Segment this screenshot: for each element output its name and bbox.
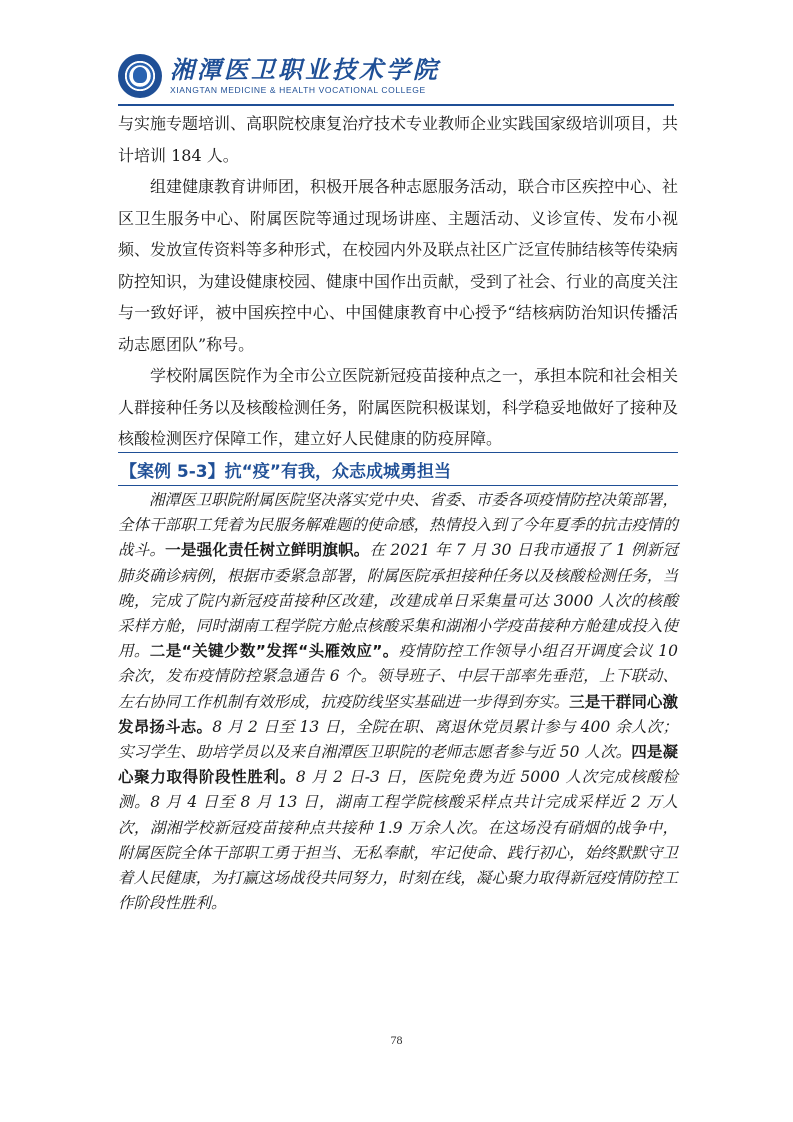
case-key-point-1: 一是强化责任树立鲜明旗帜。 xyxy=(165,541,370,560)
case-key-point-3: 三是干群同心激发昂扬斗志。 xyxy=(118,692,678,736)
college-logo-text xyxy=(170,56,440,96)
case-study-box xyxy=(118,452,679,913)
page-number: 78 xyxy=(390,1033,403,1047)
paragraph-1: 与实施专题培训、高职院校康复治疗技术专业教师企业实践国家级培训项目，共计培训 184 人。 xyxy=(118,114,679,165)
case-text-segment: 疫情防控工作领导小组召开调度会议 10 余次，发布疫情防控紧急通告 6 个。领导班子、中层干部率先垂范，上下联动、左右协同工作机制有效形成，抗疫防线坚实基础进一步得到夯实。 xyxy=(118,642,679,711)
college-name-en: XIANGTAN MEDICINE & HEALTH VOCATIONAL COLLEGE xyxy=(170,85,426,95)
case-title: 【案例 5-3】抗“疫”有我，众志成城勇担当 xyxy=(120,461,451,482)
case-text-segment: 8 月 2 日-3 日，医院免费为近 5000 人次完成核酸检测。8 月 4 日至 8 月 13 日，湖南工程学院核酸采样点共计完成采样近 2 万人次，湖湘学校新冠疫苗接种点共接种 1.9 万余人次。在这场没有硝烟的战争中，附属医院全体干部职工勇于担当、无私奉献，牢记使命、践行初心，始终默默守卫着人民健康，为打赢这场战役共同努力，时刻在线，凝心聚力取得新冠疫情防控工作阶段性胜利。 xyxy=(118,768,678,913)
header-divider xyxy=(118,104,674,106)
college-name-cn: 湘潭医卫职业技术学院 xyxy=(170,55,440,84)
college-seal-logo-icon xyxy=(118,54,162,98)
case-text-segment: 8 月 2 日至 13 日，全院在职、离退休党员累计参与 400 余人次；实习学生、助培学员以及来自湘潭医卫职院的老师志愿者参与近 50 人次。 xyxy=(118,717,678,762)
body-text xyxy=(118,108,678,455)
case-text-segment: 湘潭医卫职院附属医院坚决落实党中央、省委、市委各项疫情防控决策部署，全体干部职工凭着为民服务解难题的使命感，热情投入到了今年夏季的抗击疫情的战斗。 xyxy=(118,491,678,560)
case-body xyxy=(118,488,678,916)
paragraph-2: 组建健康教育讲师团，积极开展各种志愿服务活动，联合市区疾控中心、社区卫生服务中心、附属医院等通过现场讲座、主题活动、义诊宣传、发布小视频、发放宣传资料等多种形式，在校园内外及联点社区广泛宣传肺结核等传染病防控知识，为建设健康校园、健康中国作出贡献，受到了社会、行业的高度关注与一致好评，被中国疾控中心、中国健康教育中心授予“结核病防治知识传播活动志愿团队”称号。 xyxy=(118,177,679,354)
page-header xyxy=(118,52,678,100)
case-key-point-4: 四是凝心聚力取得阶段性胜利。 xyxy=(118,743,678,787)
case-text-segment: 在 2021 年 7 月 30 日我市通报了 1 例新冠肺炎确诊病例，根据市委紧急部署，附属医院承担接种任务以及核酸检测任务，当晚，完成了院内新冠疫苗接种区改建，改建成单日采集量可达 3000 人次的核酸采样方舱，同时湖南工程学院方舱点核酸采集和湖湘小学疫苗接种方舱建成投入使用。 xyxy=(118,541,678,661)
paragraph-3: 学校附属医院作为全市公立医院新冠疫苗接种点之一，承担本院和社会相关人群接种任务以及核酸检测任务，附属医院积极谋划，科学稳妥地做好了接种及核酸检测医疗保障工作，建立好人民健康的防疫屏障。 xyxy=(118,366,679,448)
case-key-point-2: 二是“关键少数”发挥“头雁效应”。 xyxy=(149,642,399,661)
case-title-bar xyxy=(118,452,678,486)
